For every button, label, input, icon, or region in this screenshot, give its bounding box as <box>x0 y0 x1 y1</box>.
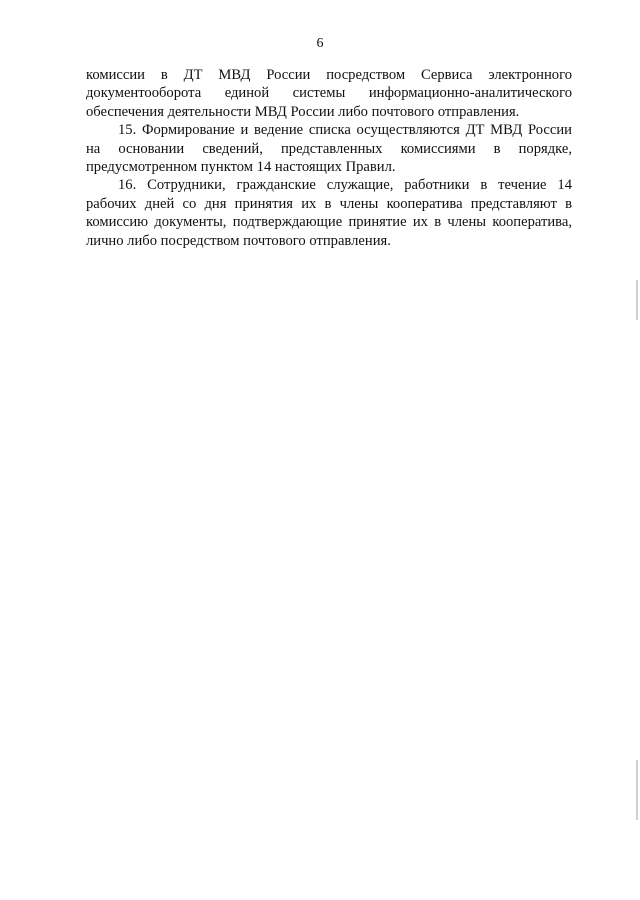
page-number: 6 <box>316 36 324 51</box>
paragraph-continuation: комиссии в ДТ МВД России посредством Сервиса электронного документооборота единой системы информационно-аналитического обеспечения деятельности МВД России либо почтового отправления. <box>86 67 572 120</box>
scan-edge-mark <box>636 760 638 820</box>
paragraph-16: 16. Сотрудники, гражданские служащие, работники в течение 14 рабочих дней со дня принятия их в члены кооператива представляют в комиссию документы, подтверждающие принятие их в члены кооператива, лично либо посредством почтового отправления. <box>86 177 572 249</box>
paragraph-15: 15. Формирование и ведение списка осуществляются ДТ МВД России на основании сведений, представленных комиссиями в порядке, предусмотренном пунктом 14 настоящих Правил. <box>86 122 572 176</box>
document-body <box>86 66 572 250</box>
scan-edge-mark <box>636 280 638 320</box>
